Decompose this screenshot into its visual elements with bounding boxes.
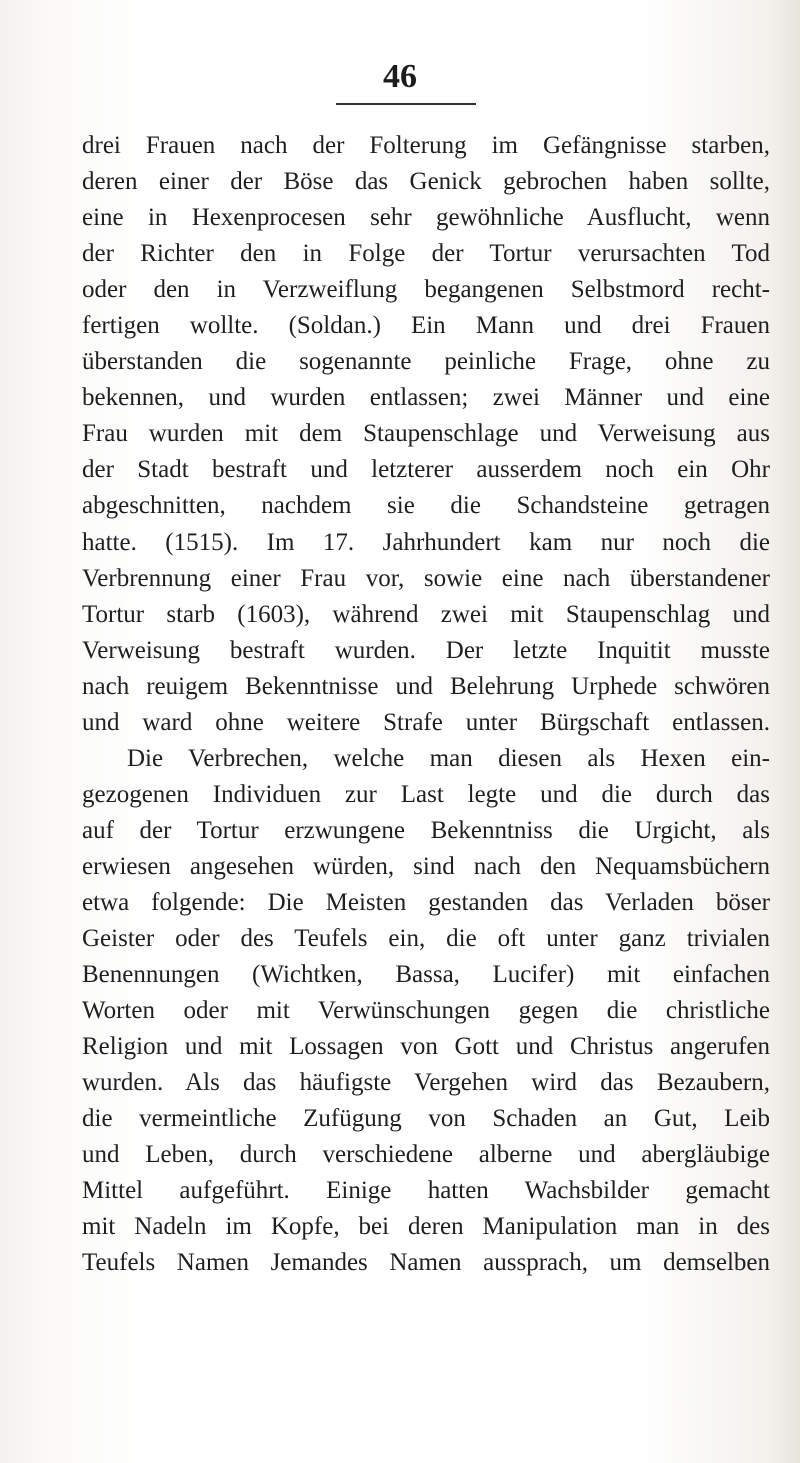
text-line: der Stadt bestraft und letzterer ausserdem noch ein Ohr xyxy=(82,456,770,484)
text-line: fertigen wollte. (Soldan.) Ein Mann und drei Frauen xyxy=(82,312,770,340)
header-rule xyxy=(336,103,476,105)
text-line: wurden. Als das häufigste Vergehen wird das Bezaubern, xyxy=(82,1069,770,1097)
text-line: nach reuigem Bekenntnisse und Belehrung Urphede schwören xyxy=(82,672,770,700)
paragraph-start-line: Die Verbrechen, welche man diesen als Hexen ein- xyxy=(127,744,770,772)
text-line: auf der Tortur erzwungene Bekenntniss die Urgicht, als xyxy=(82,816,770,844)
text-line: Teufels Namen Jemandes Namen aussprach, um demselben xyxy=(82,1249,770,1277)
text-line: eine in Hexenprocesen sehr gewöhnliche Ausflucht, wenn xyxy=(82,204,770,232)
text-line: die vermeintliche Zufügung von Schaden an Gut, Leib xyxy=(82,1105,770,1133)
text-line: erwiesen angesehen würden, sind nach den Nequamsbüchern xyxy=(82,852,770,880)
text-line: bekennen, und wurden entlassen; zwei Männer und eine xyxy=(82,384,770,412)
text-line: Frau wurden mit dem Staupenschlage und Verweisung aus xyxy=(82,420,770,448)
text-line: deren einer der Böse das Genick gebrochen haben sollte, xyxy=(82,168,770,196)
text-line: Religion und mit Lossagen von Gott und Christus angerufen xyxy=(82,1033,770,1061)
text-line: der Richter den in Folge der Tortur verursachten Tod xyxy=(82,240,770,268)
page-number: 46 xyxy=(383,58,417,95)
text-line: Tortur starb (1603), während zwei mit Staupenschlag und xyxy=(82,600,770,628)
text-line: mit Nadeln im Kopfe, bei deren Manipulation man in des xyxy=(82,1213,770,1241)
text-line: und ward ohne weitere Strafe unter Bürgschaft entlassen. xyxy=(82,708,770,736)
text-line: Mittel aufgeführt. Einige hatten Wachsbilder gemacht xyxy=(82,1177,770,1205)
text-line: überstanden die sogenannte peinliche Frage, ohne zu xyxy=(82,348,770,376)
text-line: Worten oder mit Verwünschungen gegen die christliche xyxy=(82,997,770,1025)
text-line: abgeschnitten, nachdem sie die Schandsteine getragen xyxy=(82,492,770,520)
text-line: und Leben, durch verschiedene alberne und abergläubige xyxy=(82,1141,770,1169)
text-line: oder den in Verzweiflung begangenen Selbstmord recht- xyxy=(82,276,770,304)
text-line: etwa folgende: Die Meisten gestanden das Verladen böser xyxy=(82,888,770,916)
text-line: gezogenen Individuen zur Last legte und die durch das xyxy=(82,780,770,808)
text-line: Verbrennung einer Frau vor, sowie eine nach überstandener xyxy=(82,564,770,592)
text-line: Benennungen (Wichtken, Bassa, Lucifer) mit einfachen xyxy=(82,961,770,989)
text-line: drei Frauen nach der Folterung im Gefängnisse starben, xyxy=(82,132,770,159)
text-line: hatte. (1515). Im 17. Jahrhundert kam nur noch die xyxy=(82,528,770,556)
text-line: Verweisung bestraft wurden. Der letzte Inquitit musste xyxy=(82,636,770,664)
body-text xyxy=(82,128,770,1282)
text-line: Geister oder des Teufels ein, die oft unter ganz trivialen xyxy=(82,925,770,953)
